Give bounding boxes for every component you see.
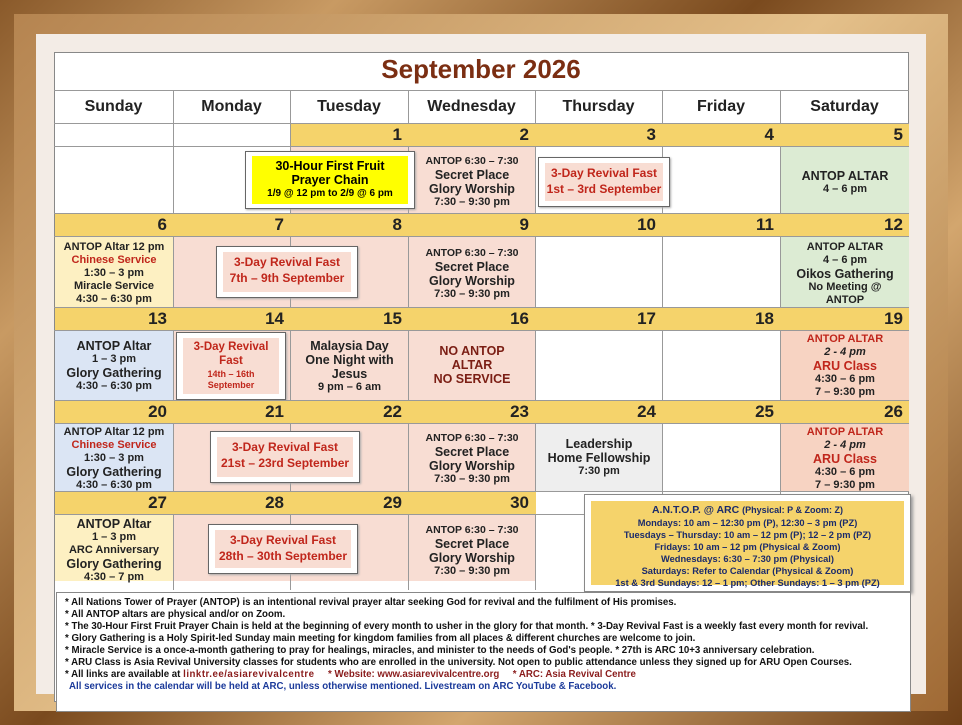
note-line: * The 30-Hour First Fruit Prayer Chain is held at the beginning of every month to usher in the glory for that month. * 3-Day Revival Fast is a weekly fast every month for revival. bbox=[65, 621, 869, 632]
date-number: 11 bbox=[756, 215, 774, 234]
date-number: 12 bbox=[884, 215, 903, 234]
event-leadership: Leadership bbox=[565, 437, 633, 451]
event-malaysia-day: Malaysia Day bbox=[310, 339, 389, 353]
note-line: * All ANTOP altars are physical and/or on Zoom. bbox=[65, 609, 286, 620]
event-glory-worship: Glory Worship bbox=[429, 274, 515, 288]
event-secret-place: Secret Place bbox=[434, 168, 510, 182]
weekday-thursday: Thursday bbox=[562, 98, 635, 115]
date-number: 7 bbox=[274, 215, 284, 234]
day-cell bbox=[781, 331, 909, 400]
event-one-night-with-jesus: One Night with bbox=[305, 353, 394, 367]
event-antop-altar: ANTOP ALTAR bbox=[801, 169, 889, 183]
day-cell bbox=[781, 147, 909, 213]
date-number: 17 bbox=[637, 309, 656, 328]
event-time: 4 – 6 pm bbox=[822, 183, 868, 195]
event-arc-anniversary: ARC Anniversary bbox=[68, 544, 160, 556]
date-number: 25 bbox=[755, 402, 774, 421]
event-glory-gathering: Glory Gathering bbox=[66, 366, 162, 380]
website-link[interactable]: www.asiarevivalcentre.org bbox=[377, 669, 500, 680]
event-antop-altar: ANTOP Altar bbox=[76, 517, 152, 531]
day-cell bbox=[55, 424, 173, 491]
date-number: 6 bbox=[157, 215, 167, 234]
grid-line bbox=[535, 90, 536, 590]
date-number: 20 bbox=[148, 402, 167, 421]
event-time: 4:30 – 6:30 pm bbox=[76, 380, 152, 392]
calendar-title: September 2026 bbox=[381, 54, 581, 84]
day-cell bbox=[409, 424, 535, 491]
date-number: 26 bbox=[884, 402, 903, 421]
date-number: 5 bbox=[893, 125, 903, 144]
event-secret-place: Secret Place bbox=[434, 445, 510, 459]
linktree-link[interactable]: linktr.ee/asiarevivalcentre bbox=[183, 669, 315, 680]
weekday-friday: Friday bbox=[696, 98, 745, 115]
event-time: 4:30 – 6:30 pm bbox=[76, 293, 152, 305]
antop-schedule-line: Mondays: 10 am – 12:30 pm (P), 12:30 – 3 pm (PZ) bbox=[637, 518, 858, 528]
date-number: 16 bbox=[510, 309, 529, 328]
date-number: 4 bbox=[764, 125, 774, 144]
day-cell bbox=[781, 237, 909, 307]
day-cell bbox=[409, 147, 535, 213]
event-time: 2 - 4 pm bbox=[824, 346, 866, 358]
event-glory-worship: Glory Worship bbox=[429, 551, 515, 565]
event-revival-fast: 3-Day Revival Fast 28th – 30th September bbox=[208, 524, 358, 574]
date-number: 24 bbox=[637, 402, 656, 421]
event-secret-place: Secret Place bbox=[434, 537, 510, 551]
event-note: No Meeting @ bbox=[808, 281, 882, 293]
day-cell bbox=[55, 237, 173, 307]
event-time: 7:30 pm bbox=[578, 465, 620, 477]
event-time: 1:30 – 3 pm bbox=[84, 267, 144, 279]
event-time: 7:30 – 9:30 pm bbox=[434, 473, 510, 485]
day-cell bbox=[55, 515, 173, 581]
event-time: 2 - 4 pm bbox=[824, 439, 866, 451]
date-number: 8 bbox=[392, 215, 402, 234]
event-no-antop: NO ANTOP bbox=[439, 344, 505, 358]
event-time: 4:30 – 6 pm bbox=[815, 466, 875, 478]
note-line: * Glory Gathering is a Holy Spirit-led Sunday main meeting for kingdom families from all places & different churches are welcome to join. bbox=[65, 633, 696, 644]
date-number: 9 bbox=[519, 215, 529, 234]
event-time: 1 – 3 pm bbox=[91, 353, 137, 365]
event-antop-time: ANTOP 6:30 – 7:30 bbox=[425, 432, 519, 444]
date-number: 10 bbox=[637, 215, 656, 234]
date-number: 28 bbox=[265, 493, 284, 512]
day-cell bbox=[536, 424, 662, 491]
event-chinese-service: Chinese Service bbox=[71, 439, 157, 451]
date-number: 23 bbox=[510, 402, 529, 421]
date-number: 13 bbox=[148, 309, 167, 328]
antop-schedule-title: A.N.T.O.P. @ ARC (Physical: P & Zoom: Z) bbox=[651, 504, 844, 516]
event-glory-gathering: Glory Gathering bbox=[66, 557, 162, 571]
day-cell: Malaysia Day One Night with Jesus 9 pm – 6 am bbox=[291, 331, 408, 400]
event-glory-worship: Glory Worship bbox=[429, 459, 515, 473]
event-time: 4:30 – 7 pm bbox=[84, 571, 144, 583]
event-time: 7 – 9:30 pm bbox=[815, 479, 875, 491]
weekday-tuesday: Tuesday bbox=[317, 98, 381, 115]
date-number: 27 bbox=[148, 493, 167, 512]
weekday-sunday: Sunday bbox=[84, 98, 143, 115]
day-cell bbox=[55, 331, 173, 400]
event-miracle-service: Miracle Service bbox=[73, 280, 155, 292]
antop-schedule-line: Saturdays: Refer to Calendar (Physical & Zoom) bbox=[641, 566, 854, 576]
event-time: 7:30 – 9:30 pm bbox=[434, 565, 510, 577]
event-time: 7:30 – 9:30 pm bbox=[434, 196, 510, 208]
event-time: 4:30 – 6 pm bbox=[815, 373, 875, 385]
event-antop-time: ANTOP 6:30 – 7:30 bbox=[425, 247, 519, 259]
event-antop-altar: ANTOP ALTAR bbox=[806, 426, 884, 438]
date-number: 3 bbox=[646, 125, 656, 144]
antop-schedule-box bbox=[584, 494, 911, 592]
date-number: 1 bbox=[392, 125, 402, 144]
event-glory-worship: Glory Worship bbox=[429, 182, 515, 196]
date-number: 30 bbox=[510, 493, 529, 512]
day-cell bbox=[409, 515, 535, 581]
event-note: ANTOP bbox=[825, 294, 865, 306]
footer-note: All services in the calendar will be held at ARC, unless otherwise mentioned. Livestream on ARC YouTube & Facebook. bbox=[69, 681, 617, 692]
notes-panel bbox=[56, 592, 911, 712]
day-cell bbox=[781, 424, 909, 491]
event-no-service: NO SERVICE bbox=[433, 372, 511, 386]
event-antop-altar: ANTOP Altar 12 pm bbox=[63, 426, 165, 438]
note-links: * All links are available at linktr.ee/asiarevivalcentre * Website: www.asiarevivalcentre.org * ARC: Asia Revival Centre bbox=[65, 669, 636, 680]
event-antop-time: ANTOP 6:30 – 7:30 bbox=[425, 524, 519, 536]
antop-schedule-line: Wednesdays: 6:30 – 7:30 pm (Physical) bbox=[661, 554, 834, 564]
event-time: 1:30 – 3 pm bbox=[84, 452, 144, 464]
event-aru-class: ARU Class bbox=[813, 452, 877, 466]
date-number: 2 bbox=[519, 125, 529, 144]
event-aru-class: ARU Class bbox=[813, 359, 877, 373]
date-number: 14 bbox=[265, 309, 284, 328]
weekday-saturday: Saturday bbox=[810, 98, 879, 115]
weekday-monday: Monday bbox=[201, 98, 262, 115]
date-number: 22 bbox=[383, 402, 402, 421]
event-antop-altar: ANTOP ALTAR bbox=[806, 241, 884, 253]
date-number: 21 bbox=[265, 402, 284, 421]
note-line: * All Nations Tower of Prayer (ANTOP) is an intentional revival prayer altar seeking God for revival and the fulfilment of His promises. bbox=[65, 597, 677, 608]
event-glory-gathering: Glory Gathering bbox=[66, 465, 162, 479]
event-oikos-gathering: Oikos Gathering bbox=[796, 267, 894, 281]
date-number: 18 bbox=[755, 309, 774, 328]
event-revival-fast: 3-Day Revival Fast 14th – 16th September bbox=[176, 332, 286, 400]
antop-schedule-line: Tuesdays – Thursday: 10 am – 12 pm (P); 12 – 2 pm (PZ) bbox=[623, 530, 872, 540]
event-antop-altar: ANTOP Altar 12 pm bbox=[63, 241, 165, 253]
date-number: 29 bbox=[383, 493, 402, 512]
event-time: 4 – 6 pm bbox=[822, 254, 868, 266]
event-revival-fast: 3-Day Revival Fast 7th – 9th September bbox=[216, 246, 358, 298]
date-number: 15 bbox=[383, 309, 402, 328]
antop-schedule-line: 1st & 3rd Sundays: 12 – 1 pm; Other Sundays: 1 – 3 pm (PZ) bbox=[615, 578, 880, 588]
event-antop-time: ANTOP 6:30 – 7:30 bbox=[425, 155, 519, 167]
note-line: * Miracle Service is a once-a-month gathering to pray for healings, miracles, and minister to the needs of God's people. * 27th is ARC 10+3 anniversary celebration. bbox=[65, 645, 815, 656]
event-chinese-service: Chinese Service bbox=[71, 254, 157, 266]
event-revival-fast: 3-Day Revival Fast 21st – 23rd September bbox=[210, 431, 360, 483]
event-antop-altar: ANTOP Altar bbox=[76, 339, 152, 353]
event-time: 4:30 – 6:30 pm bbox=[76, 479, 152, 491]
event-home-fellowship: Home Fellowship bbox=[547, 451, 651, 465]
event-time: 9 pm – 6 am bbox=[318, 381, 381, 393]
day-cell: NO ANTOP ALTAR NO SERVICE bbox=[409, 331, 535, 400]
date-number: 19 bbox=[884, 309, 903, 328]
note-line: * ARU Class is Asia Revival University classes for students who are enrolled in the university. Not open to public attendance unless they signed up for ARU Open Courses. bbox=[65, 657, 852, 668]
event-first-fruit-prayer-chain: 30-Hour First Fruit Prayer Chain 1/9 @ 12 pm to 2/9 @ 6 pm bbox=[245, 151, 415, 209]
event-revival-fast: 3-Day Revival Fast 1st – 3rd September bbox=[538, 157, 670, 207]
weekday-wednesday: Wednesday bbox=[427, 98, 516, 115]
event-time: 7:30 – 9:30 pm bbox=[434, 288, 510, 300]
antop-schedule-line: Fridays: 10 am – 12 pm (Physical & Zoom) bbox=[654, 542, 841, 552]
event-time: 7 – 9:30 pm bbox=[815, 386, 875, 398]
event-secret-place: Secret Place bbox=[434, 260, 510, 274]
event-time: 1 – 3 pm bbox=[91, 531, 137, 543]
day-cell bbox=[409, 237, 535, 307]
event-antop-altar: ANTOP ALTAR bbox=[806, 333, 884, 345]
